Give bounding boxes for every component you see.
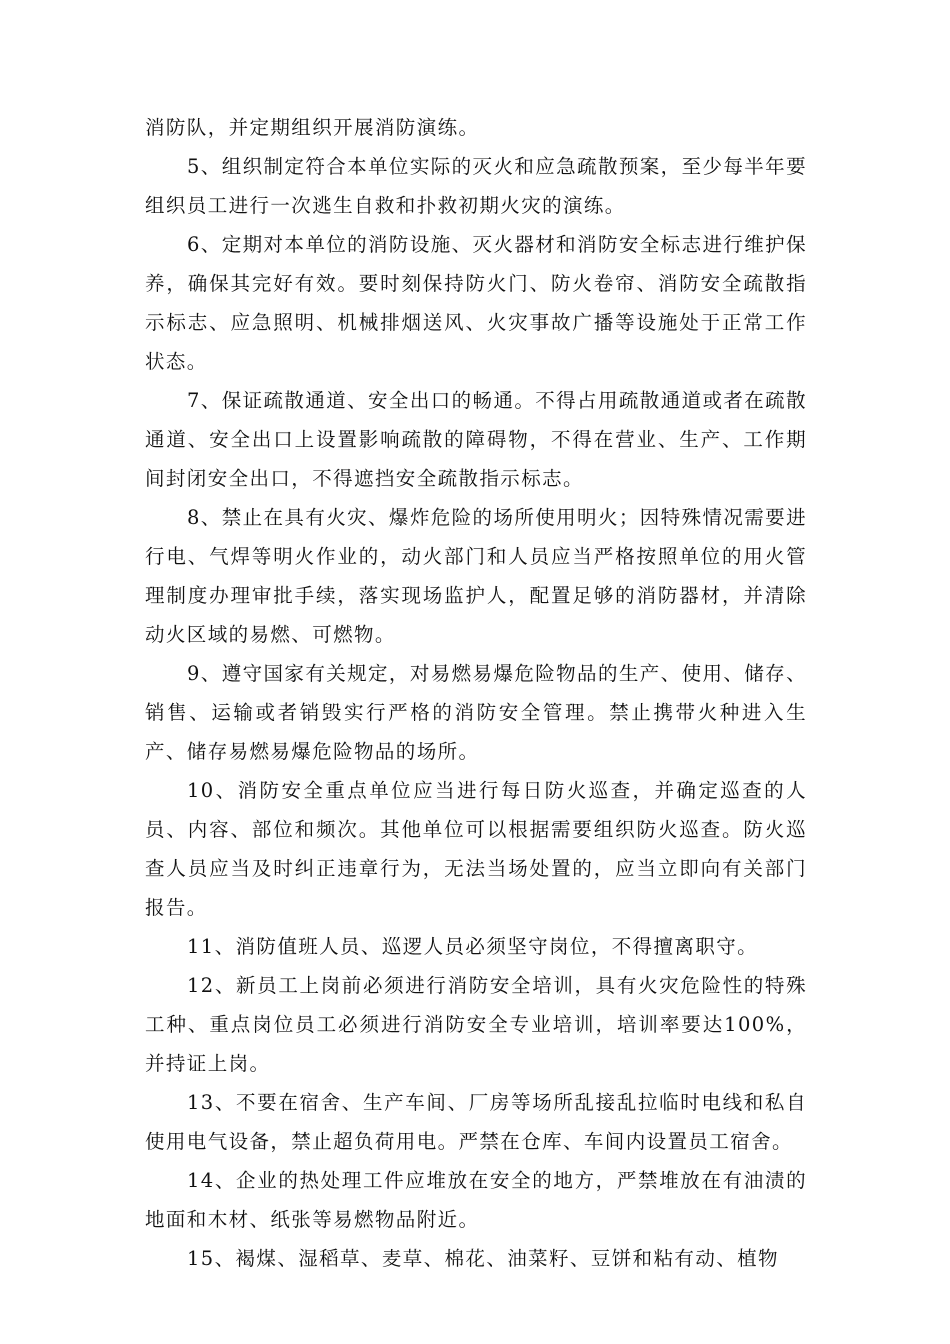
paragraph-6: 9、遵守国家有关规定，对易燃易爆危险物品的生产、使用、储存、销售、运输或者销毁实行严格的消防安全管理。禁止携带火种进入生产、储存易燃易爆危险物品的场所。 (145, 662, 807, 763)
paragraph-3: 6、定期对本单位的消防设施、灭火器材和消防安全标志进行维护保养，确保其完好有效。要时刻保持防火门、防火卷帘、消防安全疏散指示标志、应急照明、机械排烟送风、火灾事故广播等设施处于正常工作状态。 (145, 233, 807, 373)
paragraph-1: 消防队，并定期组织开展消防演练。 (145, 116, 480, 139)
paragraph-7: 10、消防安全重点单位应当进行每日防火巡查，并确定巡查的人员、内容、部位和频次。其他单位可以根据需要组织防火巡查。防火巡查人员应当及时纠正违章行为，无法当场处置的，应当立即向有关部门报告。 (145, 779, 807, 919)
paragraph-2: 5、组织制定符合本单位实际的灭火和应急疏散预案，至少每半年要组织员工进行一次逃生自救和扑救初期火灾的演练。 (145, 155, 807, 217)
paragraph-10: 13、不要在宿舍、生产车间、厂房等场所乱接乱拉临时电线和私自使用电气设备，禁止超负荷用电。严禁在仓库、车间内设置员工宿舍。 (145, 1091, 807, 1153)
paragraph-4: 7、保证疏散通道、安全出口的畅通。不得占用疏散通道或者在疏散通道、安全出口上设置影响疏散的障碍物，不得在营业、生产、工作期间封闭安全出口，不得遮挡安全疏散指示标志。 (145, 389, 807, 490)
paragraph-9: 12、新员工上岗前必须进行消防安全培训，具有火灾危险性的特殊工种、重点岗位员工必须进行消防安全专业培训，培训率要达100%，并持证上岗。 (145, 974, 807, 1075)
paragraph-5: 8、禁止在具有火灾、爆炸危险的场所使用明火；因特殊情况需要进行电、气焊等明火作业的，动火部门和人员应当严格按照单位的用火管理制度办理审批手续，落实现场监护人，配置足够的消防器材，并清除动火区域的易燃、可燃物。 (145, 506, 807, 646)
document-body (145, 108, 807, 1278)
paragraph-8: 11、消防值班人员、巡逻人员必须坚守岗位，不得擅离职守。 (187, 935, 759, 958)
paragraph-11: 14、企业的热处理工件应堆放在安全的地方，严禁堆放在有油渍的地面和木材、纸张等易燃物品附近。 (145, 1169, 807, 1231)
paragraph-12: 15、褐煤、湿稻草、麦草、棉花、油菜籽、豆饼和粘有动、植物 (187, 1247, 779, 1270)
